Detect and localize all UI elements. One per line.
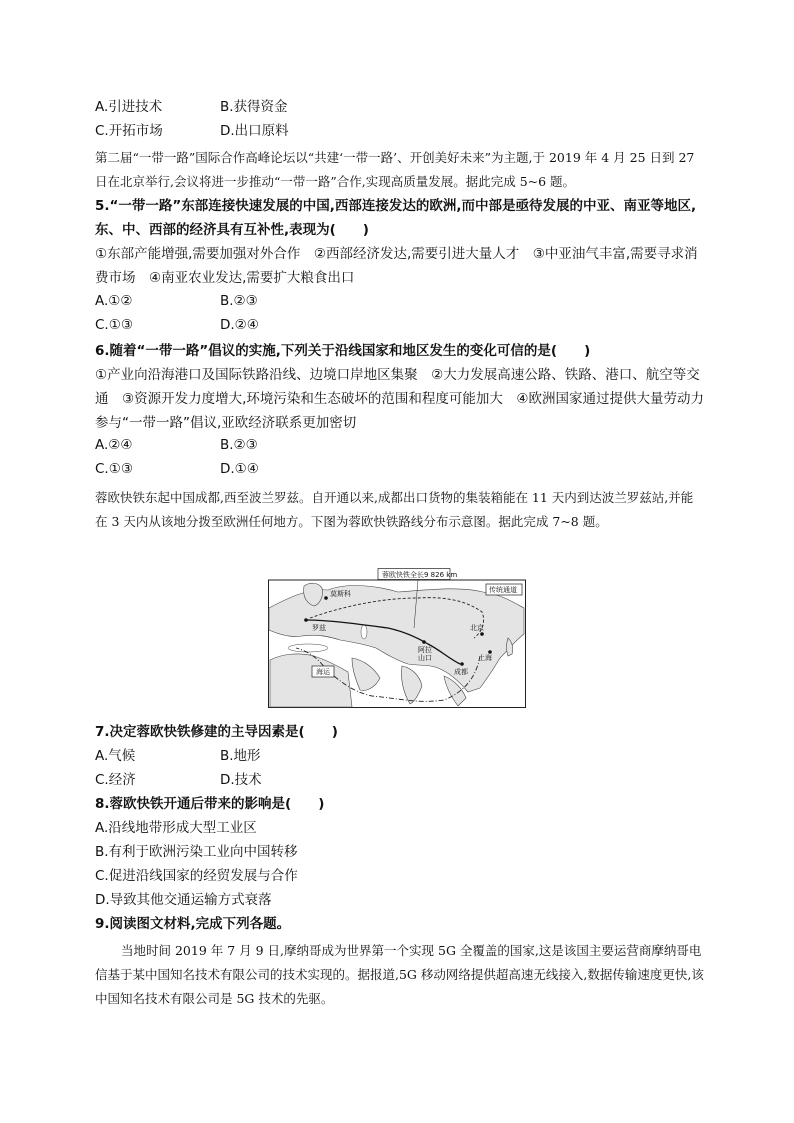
q5-option-c: C.①③ xyxy=(95,317,133,333)
q5-stem: 5.“一带一路”东部连接快速发展的中国,西部连接发达的欧洲,而中部是亟待发展的中亚、南亚等地区,东、中、西部的经济具有互补性,表现为( ) xyxy=(95,198,697,238)
label-beijing: 北京 xyxy=(470,624,484,632)
city-luozi-dot xyxy=(304,618,308,622)
city-mosike-dot xyxy=(324,596,328,600)
rongou-railway-map xyxy=(268,568,526,708)
q7-stem: 7.决定蓉欧快铁修建的主导因素是( ) xyxy=(95,724,338,740)
q8-option-d: D.导致其他交通运输方式衰落 xyxy=(95,892,272,908)
intro-5-6: 第二届“一带一路”国际合作高峰论坛以“共建‘一带一路’、开创美好未来”为主题,于 2019 年 4 月 25 日到 27 日在北京举行,会议将进一步推动“一带一路”合作,实现高质量发展。据此完成 5~6 题。 xyxy=(95,150,695,189)
q9-text: 当地时间 2019 年 7 月 9 日,摩纳哥成为世界第一个实现 5G 全覆盖的国家,这是该国主要运营商摩纳哥电信基于某中国知名技术有限公司的技术实现的。据报道,5G 移动网络提供超高速无线接入,数据传输速度更快,该中国知名技术有限公司是 5G 技术的先驱。 xyxy=(95,943,704,1006)
mediterranean-sea xyxy=(288,644,328,652)
q5-option-b: B.②③ xyxy=(220,293,258,309)
label-shanghai: 上海 xyxy=(478,654,492,662)
label-alashankou-line2: 山口 xyxy=(418,654,432,662)
caspian-sea xyxy=(361,625,367,639)
q4-option-d: D.出口原料 xyxy=(220,123,289,139)
q4-option-c: C.开拓市场 xyxy=(95,123,163,139)
q8-option-c: C.促进沿线国家的经贸发展与合作 xyxy=(95,868,298,884)
label-alashankou-line1: 阿拉 xyxy=(418,646,432,654)
q7-option-a: A.气候 xyxy=(95,748,136,764)
city-beijing-dot xyxy=(480,632,484,636)
label-chengdu: 成都 xyxy=(454,668,468,676)
q8-option-a: A.沿线地带形成大型工业区 xyxy=(95,820,257,836)
q6-option-d: D.①④ xyxy=(220,461,259,477)
q4-option-b: B.获得资金 xyxy=(220,99,288,115)
q4-option-a: A.引进技术 xyxy=(95,99,163,115)
city-alashankou-dot xyxy=(422,640,426,644)
q7-option-c: C.经济 xyxy=(95,772,136,788)
q5-option-d: D.②④ xyxy=(220,317,259,333)
legend-sea: 海运 xyxy=(316,668,330,676)
q6-stem: 6.随着“一带一路”倡议的实施,下列关于沿线国家和地区发生的变化可信的是( ) xyxy=(95,343,591,359)
q6-option-c: C.①③ xyxy=(95,461,133,477)
q5-items: ①东部产能增强,需要加强对外合作 ②西部经济发达,需要引进大量人才 ③中亚油气丰富,需要寻求消费市场 ④南亚农业发达,需要扩大粮食出口 xyxy=(95,246,698,286)
city-chengdu-dot xyxy=(460,662,464,666)
legend-traditional: 传统通道 xyxy=(489,586,517,594)
map-title: 蓉欧快铁全长9 826 km xyxy=(382,571,458,579)
label-luozi: 罗兹 xyxy=(312,624,326,632)
q8-stem: 8.蓉欧快铁开通后带来的影响是( ) xyxy=(95,796,325,812)
q5-option-a: A.①② xyxy=(95,293,133,309)
label-mosike: 莫斯科 xyxy=(330,590,351,598)
q7-option-b: B.地形 xyxy=(220,748,261,764)
q8-option-b: B.有利于欧洲污染工业向中国转移 xyxy=(95,844,298,860)
q6-option-b: B.②③ xyxy=(220,437,258,453)
q7-option-d: D.技术 xyxy=(220,772,262,788)
q6-items: ①产业向沿海港口及国际铁路沿线、边境口岸地区集聚 ②大力发展高速公路、铁路、港口、航空等交通 ③资源开发力度增大,环境污染和生态破坏的范围和程度可能加大 ④欧洲国家通过提供大量劳动力参与“一带一路”倡议,亚欧经济联系更加密切 xyxy=(95,367,704,431)
q9-stem: 9.阅读图文材料,完成下列各题。 xyxy=(95,916,291,932)
q6-option-a: A.②④ xyxy=(95,437,133,453)
intro-7-8: 蓉欧快铁东起中国成都,西至波兰罗兹。自开通以来,成都出口货物的集装箱能在 11 天内到达波兰罗兹站,并能在 3 天内从该地分拨至欧洲任何地方。下图为蓉欧快铁路线分布示意图。据此完成 7~8 题。 xyxy=(95,490,694,529)
